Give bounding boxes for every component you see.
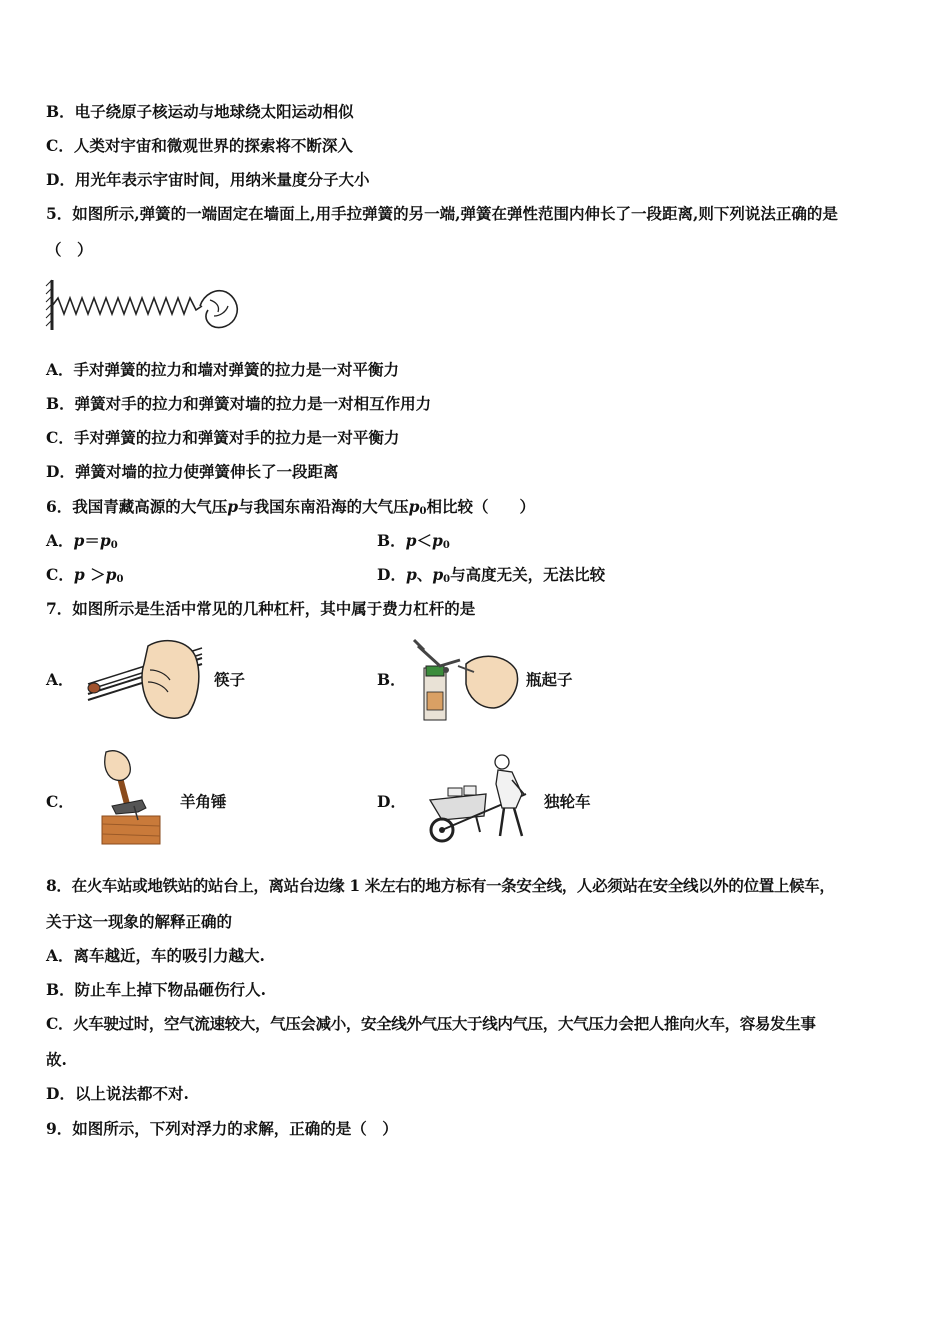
claw-hammer-figure: [98, 748, 164, 846]
q6-option-c: C．$p >p_0$: [46, 565, 124, 585]
q8-option-d: D．以上说法都不对.: [46, 1084, 189, 1103]
q6-option-a: A．$p=p_0$: [46, 531, 118, 551]
q9-stem: 9．如图所示，下列对浮力的求解，正确的是（ ）: [46, 1119, 398, 1138]
q7-option-b-label: B．: [377, 670, 406, 689]
q8-option-c-line2: 故.: [46, 1050, 67, 1069]
q4-option-c: C．人类对宇宙和微观世界的探索将不断深入: [46, 136, 353, 155]
q7-option-b-caption: 瓶起子: [526, 670, 573, 689]
q5-stem: 5．如图所示,弹簧的一端固定在墙面上,用手拉弹簧的另一端,弹簧在弹性范围内伸长了一段距离,则下列说法正确的是: [46, 204, 838, 223]
q6-option-d: D．p、$p_0$与高度无关，无法比较: [377, 565, 606, 585]
q7-option-d-caption: 独轮车: [544, 792, 591, 811]
q5-bracket: （ ）: [46, 240, 93, 259]
q6-stem: 6．我国青藏高源的大气压p与我国东南沿海的大气压$p_0$相比较（ ）: [46, 497, 535, 517]
q5-option-a: A．手对弹簧的拉力和墙对弹簧的拉力是一对平衡力: [46, 360, 400, 379]
q7-option-c-label: C．: [46, 792, 74, 811]
q7-stem: 7．如图所示是生活中常见的几种杠杆，其中属于费力杠杆的是: [46, 599, 476, 618]
q8-stem-line1: 8．在火车站或地铁站的站台上，离站台边缘 1 米左右的地方标有一条安全线，人必须站在安全线以外的位置上候车，: [46, 876, 835, 895]
chopsticks-figure: [84, 636, 206, 720]
q8-option-a: A．离车越近，车的吸引力越大.: [46, 946, 265, 965]
q6-option-b: B．$p<p_0$: [377, 531, 450, 551]
q7-option-a-caption: 筷子: [214, 670, 246, 689]
q8-option-c-line1: C．火车驶过时，空气流速较大，气压会减小，安全线外气压大于线内气压，大气压力会把人推向火车，容易发生事: [46, 1014, 816, 1033]
q5-option-c: C．手对弹簧的拉力和弹簧对手的拉力是一对平衡力: [46, 428, 400, 447]
wheelbarrow-figure: [426, 750, 538, 846]
q8-stem-line2: 关于这一现象的解释正确的: [46, 912, 233, 931]
q5-option-b: B．弹簧对手的拉力和弹簧对墙的拉力是一对相互作用力: [46, 394, 432, 413]
q7-option-a-label: A．: [46, 670, 74, 689]
q4-option-d: D．用光年表示宇宙时间，用纳米量度分子大小: [46, 170, 370, 189]
q4-option-b: B．电子绕原子核运动与地球绕太阳运动相似: [46, 102, 354, 121]
q5-option-d: D．弹簧对墙的拉力使弹簧伸长了一段距离: [46, 462, 339, 481]
q7-option-d-label: D．: [377, 792, 406, 811]
q8-option-b: B．防止车上掉下物品砸伤行人.: [46, 980, 266, 999]
spring-wall-hand-figure: [44, 276, 244, 334]
q7-option-c-caption: 羊角锤: [180, 792, 227, 811]
bottle-opener-figure: [410, 636, 522, 722]
